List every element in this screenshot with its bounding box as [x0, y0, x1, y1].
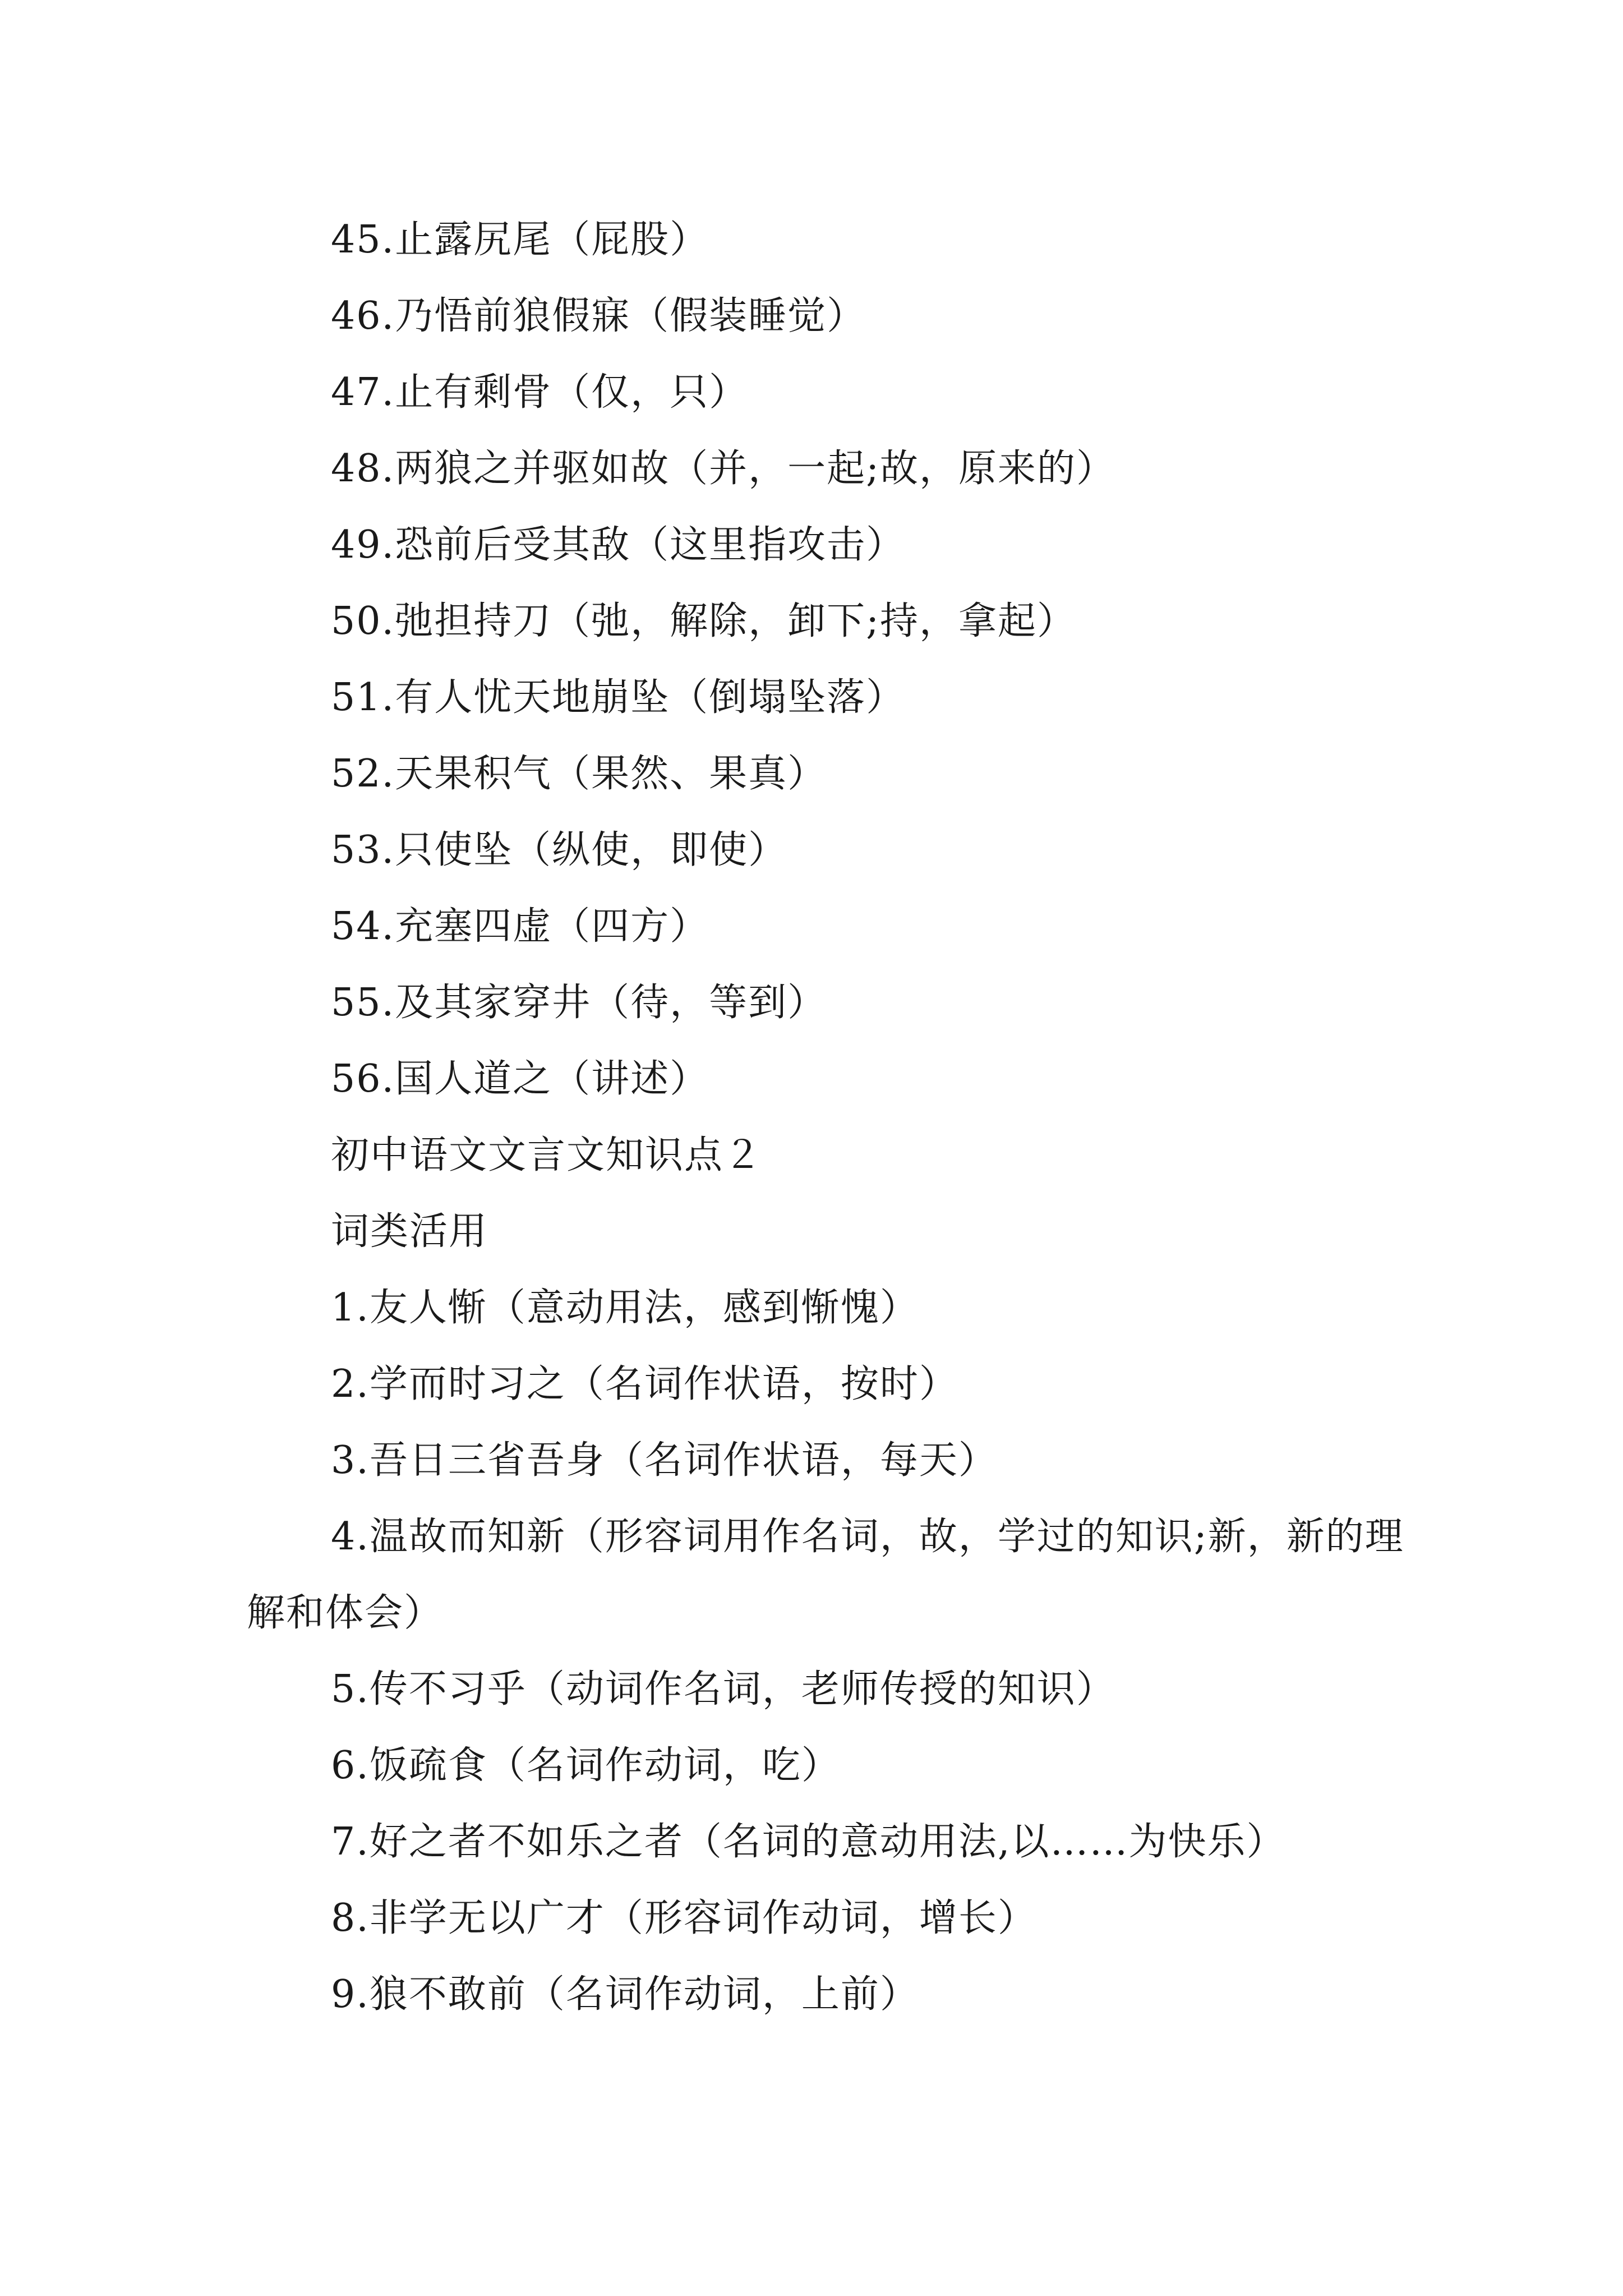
text-line: 53.只使坠（纵使，即使）: [331, 828, 788, 872]
text-line: 2.学而时习之（名词作状语，按时）: [331, 1362, 958, 1406]
text-line: 8.非学无以广才（形容词作动词，增长）: [331, 1896, 1037, 1940]
text-line: 9.狼不敢前（名词作动词，上前）: [331, 1972, 919, 2017]
section-subtitle: 词类活用: [331, 1209, 488, 1254]
text-line: 6.饭疏食（名词作动词，吃）: [331, 1743, 841, 1788]
text-line: 50.弛担持刀（弛，解除，卸下;持，拿起）: [331, 599, 1077, 643]
text-line: 47.止有剩骨（仅，只）: [331, 370, 749, 415]
text-line: 54.充塞四虚（四方）: [331, 904, 709, 949]
document-body: [247, 202, 1436, 2033]
section-title: 初中语文文言文知识点２: [331, 1133, 763, 1177]
text-line: 52.天果积气（果然、果真）: [331, 752, 827, 796]
text-line: 56.国人道之（讲述）: [331, 1057, 709, 1101]
text-line: 5.传不习乎（动词作名词，老师传授的知识）: [331, 1667, 1115, 1711]
text-line: 49.恐前后受其敌（这里指攻击）: [331, 523, 906, 567]
text-line: 1.友人惭（意动用法，感到惭愧）: [331, 1286, 919, 1330]
text-line: 3.吾日三省吾身（名词作状语，每天）: [331, 1438, 998, 1483]
text-line: 7.好之者不如乐之者（名词的意动用法,以……为快乐）: [331, 1820, 1286, 1864]
text-line: 48.两狼之并驱如故（并，一起;故，原来的）: [331, 447, 1116, 491]
text-line: 51.有人忧天地崩坠（倒塌坠落）: [331, 675, 906, 720]
text-line: 55.及其家穿井（待，等到）: [331, 981, 827, 1025]
text-line-wrapped: 4.温故而知新（形容词用作名词，故，学过的知识;新，新的理解和体会）: [247, 1515, 1404, 1635]
text-line: 46.乃悟前狼假寐（假装睡觉）: [331, 294, 866, 338]
text-line: 45.止露尻尾（屁股）: [331, 218, 709, 262]
